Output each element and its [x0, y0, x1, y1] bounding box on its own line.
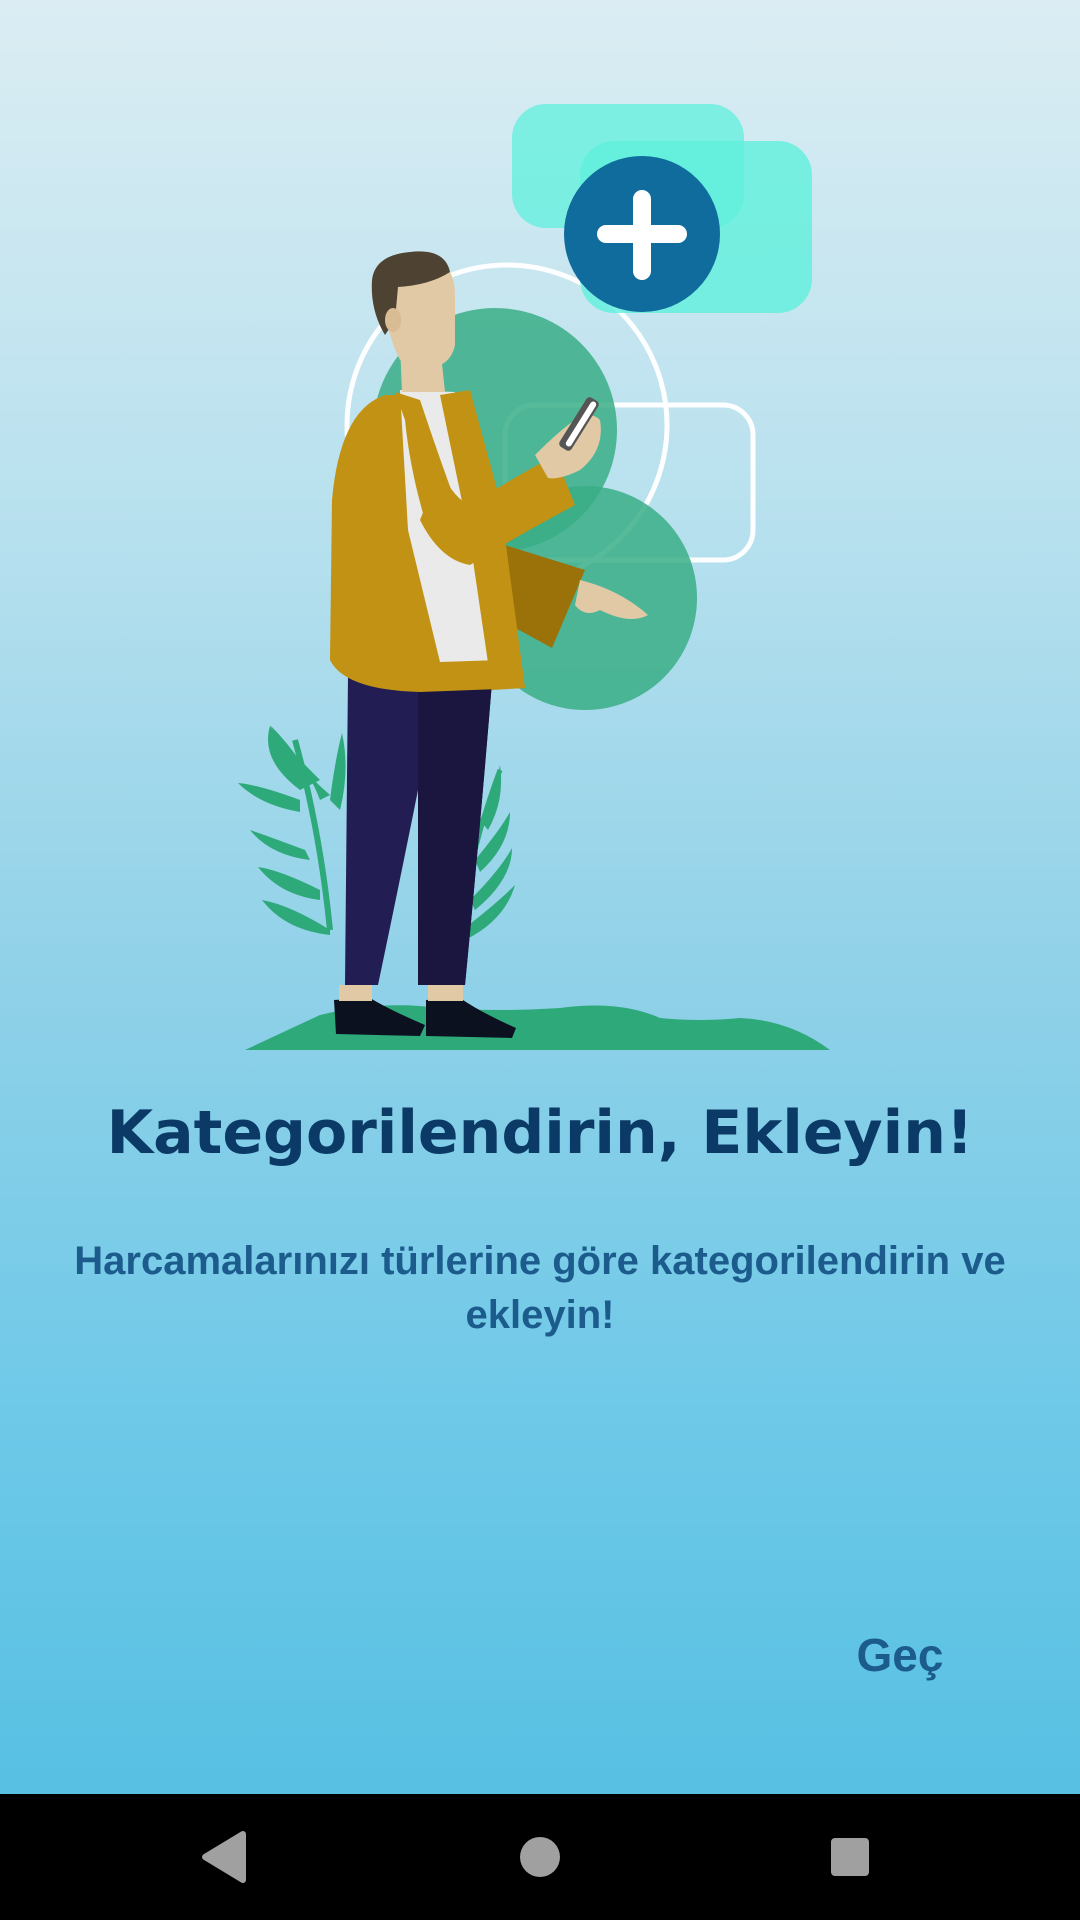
circle-home-icon [490, 1812, 590, 1902]
page-title: Kategorilendirin, Ekleyin! [106, 1098, 974, 1168]
recents-button[interactable] [800, 1812, 900, 1902]
skip-button[interactable]: Geç [840, 1620, 960, 1690]
home-button[interactable] [490, 1812, 590, 1902]
triangle-back-icon [175, 1812, 275, 1902]
system-navigation-bar [0, 1794, 1080, 1920]
plus-add-icon [564, 156, 720, 312]
page-subtitle: Harcamalarınızı türlerine göre kategorilendirin ve ekleyin! [74, 1239, 1006, 1337]
back-button[interactable] [175, 1812, 275, 1902]
square-recents-icon [800, 1812, 900, 1902]
ground [245, 1005, 830, 1050]
